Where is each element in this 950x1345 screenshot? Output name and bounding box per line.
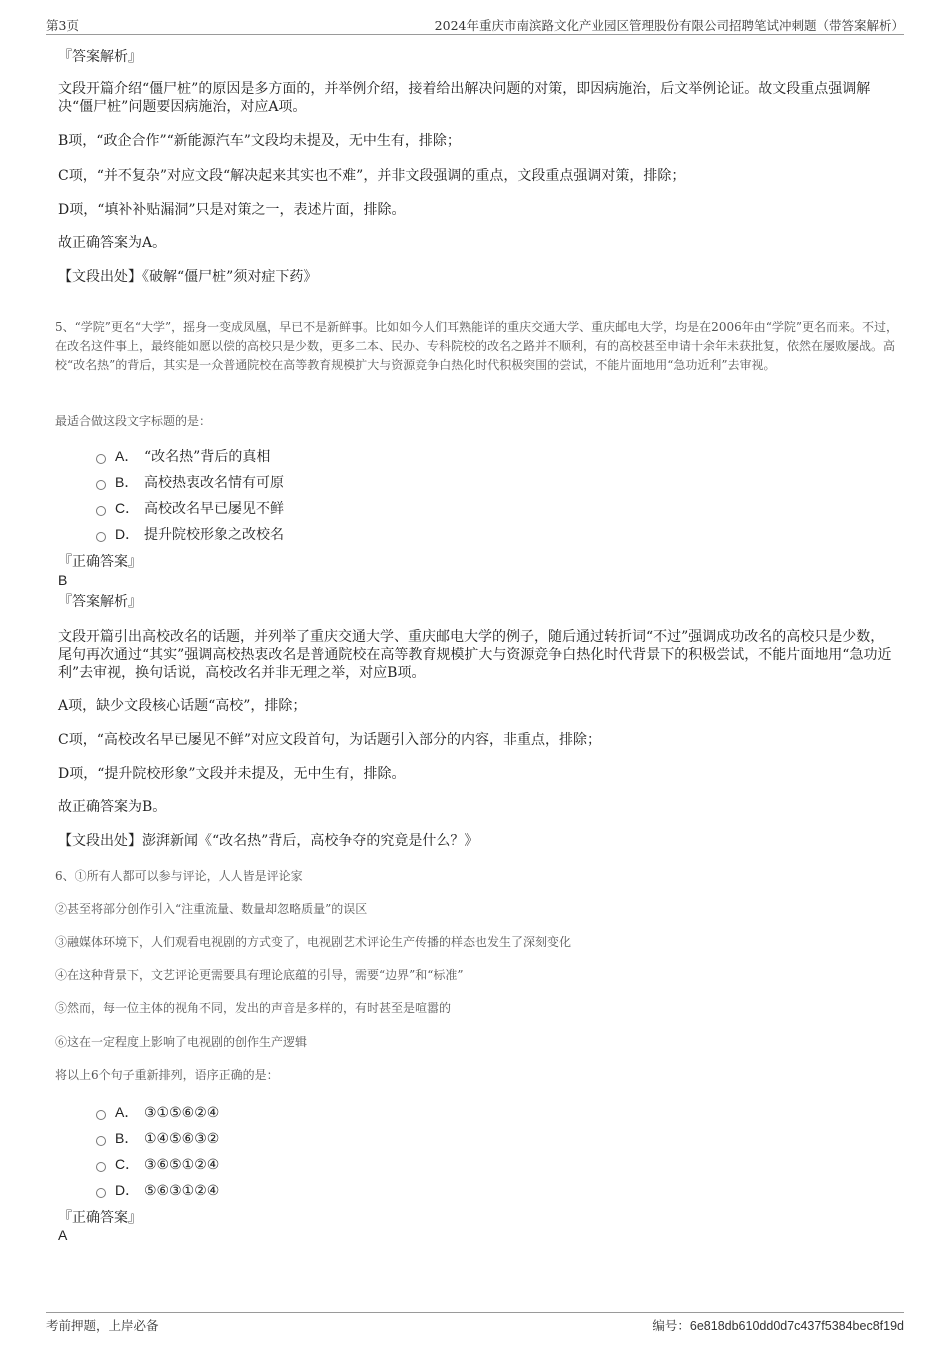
analysis-point-a-5: A项，缺少文段核心话题“高校”，排除； bbox=[58, 698, 307, 714]
conclusion-5: 故正确答案为B。 bbox=[58, 799, 167, 815]
analysis-point-c-4: C项，“并不复杂”对应文段“解决起来其实也不难”，并非文段强调的重点，文段重点强调对策，排除； bbox=[58, 168, 686, 184]
analysis-point-c-5: C项，“高校改名早已屡见不鲜”对应文段首句，为话题引入部分的内容，非重点，排除； bbox=[58, 732, 602, 748]
radio-icon[interactable] bbox=[96, 1162, 106, 1172]
radio-icon[interactable] bbox=[96, 1110, 106, 1120]
radio-icon[interactable] bbox=[96, 1136, 106, 1146]
radio-icon[interactable] bbox=[96, 506, 106, 516]
option-text: “改名热”背后的真相 bbox=[144, 449, 271, 465]
option-text: 高校热衷改名情有可原 bbox=[144, 475, 284, 491]
correct-answer-6: A bbox=[58, 1227, 68, 1243]
page-header bbox=[46, 14, 904, 35]
option-letter: A． bbox=[115, 1104, 139, 1120]
sentence-6: ⑥这在一定程度上影响了电视剧的创作生产逻辑 bbox=[55, 1035, 308, 1049]
page-number: 第3页 bbox=[46, 18, 79, 33]
option-text: 高校改名早已屡见不鲜 bbox=[144, 501, 284, 517]
option-text: ③⑥⑤①②④ bbox=[144, 1157, 220, 1173]
question-5-prompt: 最适合做这段文字标题的是： bbox=[55, 414, 212, 428]
question-6-stem: 6、①所有人都可以参与评论，人人皆是评论家 bbox=[55, 869, 303, 883]
analysis-point-d-4: D项，“填补补贴漏洞”只是对策之一，表述片面，排除。 bbox=[58, 202, 406, 218]
q6-option-a[interactable] bbox=[96, 1102, 219, 1122]
question-6-prompt: 将以上6个句子重新排列，语序正确的是： bbox=[55, 1068, 279, 1082]
page-footer bbox=[46, 1312, 904, 1337]
option-letter: B． bbox=[115, 1130, 139, 1146]
radio-icon[interactable] bbox=[96, 532, 106, 542]
option-text: ①④⑤⑥③② bbox=[144, 1131, 220, 1147]
option-letter: B． bbox=[115, 474, 139, 490]
conclusion-4: 故正确答案为A。 bbox=[58, 235, 167, 251]
q5-option-d[interactable] bbox=[96, 524, 284, 544]
option-letter: A． bbox=[115, 448, 139, 464]
document-code: 编号：6e818db610dd0d7c437f5384bec8f19d bbox=[652, 1319, 904, 1333]
sentence-3: ③融媒体环境下，人们观看电视剧的方式变了，电视剧艺术评论生产传播的样态也发生了深刻变化 bbox=[55, 935, 572, 949]
document-title: 2024年重庆市南滨路文化产业园区管理股份有限公司招聘笔试冲刺题（带答案解析） bbox=[434, 18, 904, 33]
source-5: 【文段出处】澎湃新闻《“改名热”背后，高校争夺的究竟是什么？》 bbox=[58, 833, 479, 849]
correct-answer-heading-6: 『正确答案』 bbox=[58, 1210, 142, 1226]
option-text: 提升院校形象之改校名 bbox=[144, 527, 284, 543]
analysis-heading-4: 『答案解析』 bbox=[58, 49, 142, 65]
q6-option-d[interactable] bbox=[96, 1180, 219, 1200]
analysis-point-d-5: D项，“提升院校形象”文段并未提及，无中生有，排除。 bbox=[58, 766, 406, 782]
correct-answer-5: B bbox=[58, 572, 68, 588]
q5-option-b[interactable] bbox=[96, 472, 284, 492]
sentence-5: ⑤然而，每一位主体的视角不同，发出的声音是多样的，有时甚至是喧嚣的 bbox=[55, 1001, 452, 1015]
option-text: ③①⑤⑥②④ bbox=[144, 1105, 220, 1121]
radio-icon[interactable] bbox=[96, 480, 106, 490]
radio-icon[interactable] bbox=[96, 454, 106, 464]
question-5-stem: 5、“学院”更名“大学”，摇身一变成凤凰，早已不是新鲜事。比如如今人们耳熟能详的重庆交通大学、重庆邮电大学，均是在2006年由“学院”更名而来。不过，在改名这件事上，最终能如愿以偿的高校只是少数，更多二本、民办、专科院校的改名之路并不顺利，有的高校甚至申请十余年未获批复，依然在屡败屡战。高校“改名热”的背后，其实是一众普通院校在高等教育规模扩大与资源竞争白热化时代积极突围的尝试，不能片面地用“急功近利”去审视。 bbox=[55, 320, 898, 372]
radio-icon[interactable] bbox=[96, 1188, 106, 1198]
source-4: 【文段出处】《破解“僵尸桩”须对症下药》 bbox=[58, 269, 318, 285]
analysis-heading-5: 『答案解析』 bbox=[58, 594, 142, 610]
analysis-text-5: 文段开篇引出高校改名的话题，并列举了重庆交通大学、重庆邮电大学的例子，随后通过转折词“不过”强调成功改名的高校只是少数，尾句再次通过“其实”强调高校热衷改名是普通院校在高等教育规模扩大与资源竞争白热化时代背景下的积极尝试，不能片面地用“急功近利”去审视，换句话说，高校改名并非无理之举，对应B项。 bbox=[58, 629, 892, 681]
analysis-text-4: 文段开篇介绍“僵尸桩”的原因是多方面的，并举例介绍，接着给出解决问题的对策，即因病施治，后文举例论证。故文段重点强调解决“僵尸桩”问题要因病施治，对应A项。 bbox=[58, 81, 871, 115]
q5-option-c[interactable] bbox=[96, 498, 284, 518]
correct-answer-heading-5: 『正确答案』 bbox=[58, 554, 142, 570]
option-letter: C． bbox=[115, 500, 140, 516]
option-letter: D． bbox=[115, 1182, 140, 1198]
option-letter: D． bbox=[115, 526, 140, 542]
sentence-4: ④在这种背景下，文艺评论更需要具有理论底蕴的引导，需要“边界”和“标准” bbox=[55, 968, 464, 982]
q6-option-c[interactable] bbox=[96, 1154, 219, 1174]
footer-slogan: 考前押题，上岸必备 bbox=[46, 1318, 159, 1333]
option-letter: C． bbox=[115, 1156, 140, 1172]
option-text: ⑤⑥③①②④ bbox=[144, 1183, 220, 1199]
q5-option-a[interactable] bbox=[96, 446, 270, 466]
sentence-2: ②甚至将部分创作引入“注重流量、数量却忽略质量”的误区 bbox=[55, 902, 368, 916]
q6-option-b[interactable] bbox=[96, 1128, 219, 1148]
analysis-point-b-4: B项，“政企合作”“新能源汽车”文段均未提及，无中生有，排除； bbox=[58, 133, 461, 149]
